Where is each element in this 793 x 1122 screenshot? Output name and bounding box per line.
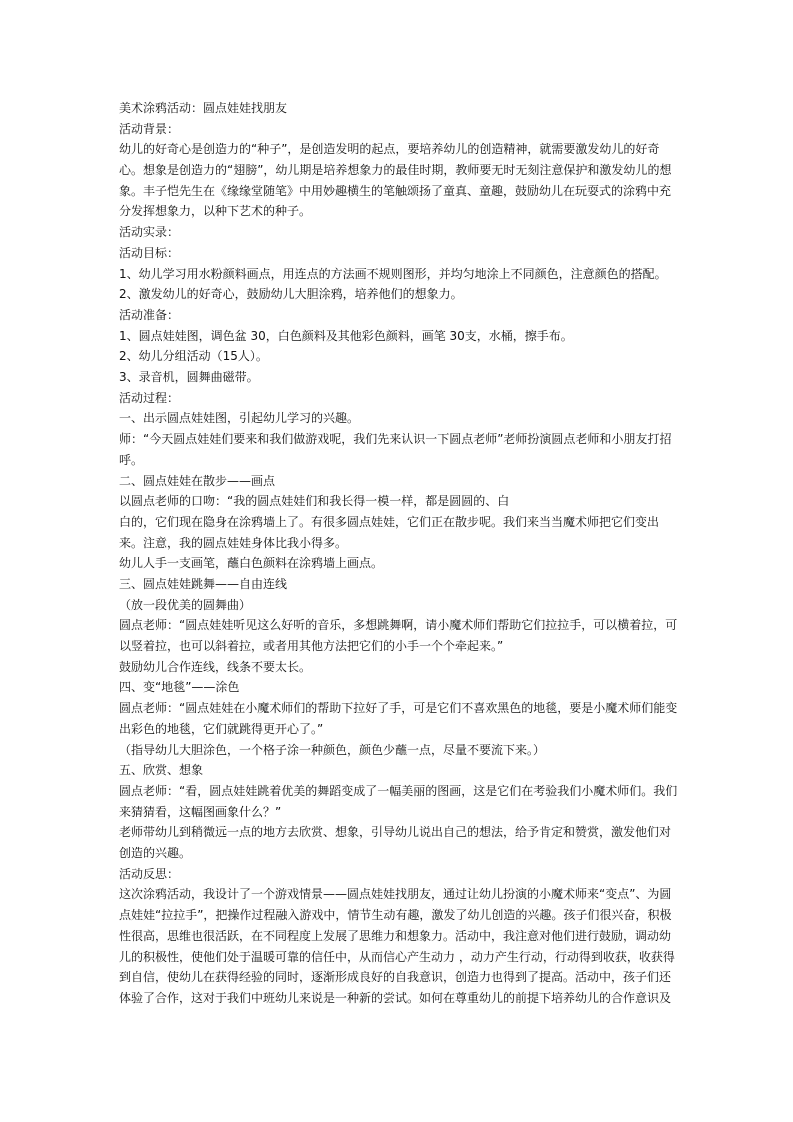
section-heading: 活动目标： <box>119 245 180 260</box>
step-heading: 三、圆点娃娃跳舞——自由连线 <box>119 576 288 591</box>
section-heading: 活动过程： <box>119 390 180 405</box>
paragraph: 以圆点老师的口吻：“我的圆点娃娃们和我长得一模一样，都是圆圆的、白 <box>119 494 510 509</box>
document-title: 美术涂鸦活动：圆点娃娃找朋友 <box>119 101 288 115</box>
paragraph: 圆点老师：“圆点娃娃在小魔术师们的帮助下拉好了手，可是它们不喜欢黑色的地毯，要是小魔术师们能变出彩色的地毯，它们就跳得更开心了。” <box>119 701 678 736</box>
section-heading: 活动背景： <box>119 121 180 136</box>
section-heading: 活动准备： <box>119 307 180 322</box>
step-heading: 一、出示圆点娃娃图，引起幼儿学习的兴趣。 <box>119 411 360 426</box>
step-heading: 四、变“地毯”——涂色 <box>119 680 240 695</box>
paragraph: 白的，它们现在隐身在涂鸦墙上了。有很多圆点娃娃，它们正在散步呢。我们来当当魔术师把它们变出来。注意，我的圆点娃娃身体比我小得多。 <box>119 514 660 550</box>
document-body <box>119 98 679 1009</box>
paragraph: （放一段优美的圆舞曲） <box>119 597 252 612</box>
section-heading: 活动实录： <box>119 225 180 240</box>
list-item: 2、激发幼儿的好奇心，鼓励幼儿大胆涂鸦，培养他们的想象力。 <box>119 287 463 302</box>
paragraph: 鼓励幼儿合作连线，线条不要太长。 <box>119 659 312 674</box>
step-heading: 二、圆点娃娃在散步——画点 <box>119 473 276 488</box>
list-item: 3、录音机，圆舞曲磁带。 <box>119 370 259 385</box>
paragraph: 圆点老师：“看，圆点娃娃跳着优美的舞蹈变成了一幅美丽的图画，这是它们在考验我们小魔术师们。我们来猜猜看，这幅图画象什么？” <box>119 783 678 819</box>
paragraph: 这次涂鸦活动，我设计了一个游戏情景——圆点娃娃找朋友，通过让幼儿扮演的小魔术师来“变点”、为圆点娃娃“拉拉手”，把操作过程融入游戏中，情节生动有趣，激发了幼儿创造的兴趣。孩子们很兴奋，积极性很高，思维也很活跃，在不同程度上发展了思维力和想象力。活动中，我注意对他们进行鼓励，调动幼儿的积极性，使他们处于温暖可靠的信任中，从而信心产生动力 ，动力产生行动，行动得到收获，收获得到自信，使幼儿在获得经验的同时，逐渐形成良好的自我意识，创造力也得到了提高。活动中，孩子们还体验了合作，这对于我们中班幼儿来说是一种新的尝试。如何在尊重幼儿的前提下培养幼儿的合作意识及 <box>119 887 675 1005</box>
list-item: 1、幼儿学习用水粉颜料画点，用连点的方法画不规则图形，并均匀地涂上不同颜色，注意颜色的搭配。 <box>119 266 667 281</box>
paragraph: 师：“今天圆点娃娃们要来和我们做游戏呢，我们先来认识一下圆点老师”老师扮演圆点老师和小朋友打招呼。 <box>119 432 672 467</box>
list-item: 1、圆点娃娃图，调色盆 30，白色颜料及其他彩色颜料，画笔 30支，水桶，擦手布。 <box>119 328 573 343</box>
paragraph: 老师带幼儿到稍微远一点的地方去欣赏、想象，引导幼儿说出自己的想法，给予肯定和赞赏，激发他们对创造的兴趣。 <box>119 825 672 861</box>
paragraph: 幼儿人手一支画笔，蘸白色颜料在涂鸦墙上画点。 <box>119 556 384 571</box>
step-heading: 五、欣赏、想象 <box>119 763 204 778</box>
list-item: 2、幼儿分组活动（15人）。 <box>119 349 268 364</box>
paragraph: 幼儿的好奇心是创造力的“种子”，是创造发明的起点，要培养幼儿的创造精神，就需要激发幼儿的好奇心。想象是创造力的“翅膀”，幼儿期是培养想象力的最佳时期，教师要无时无刻注意保护和激发幼儿的想象。丰子恺先生在《缘缘堂随笔》中用妙趣横生的笔触颂扬了童真、童趣，鼓励幼儿在玩耍式的涂鸦中充分发挥想象力，以种下艺术的种子。 <box>119 142 672 219</box>
paragraph: 圆点老师：“圆点娃娃听见这么好听的音乐，多想跳舞啊，请小魔术师们帮助它们拉拉手，可以横着拉，可以竖着拉，也可以斜着拉，或者用其他方法把它们的小手一个个牵起来。” <box>119 618 678 654</box>
section-heading: 活动反思： <box>119 866 180 881</box>
paragraph: （指导幼儿大胆涂色，一个格子涂一种颜色，颜色少蘸一点，尽量不要流下来。） <box>119 742 546 757</box>
